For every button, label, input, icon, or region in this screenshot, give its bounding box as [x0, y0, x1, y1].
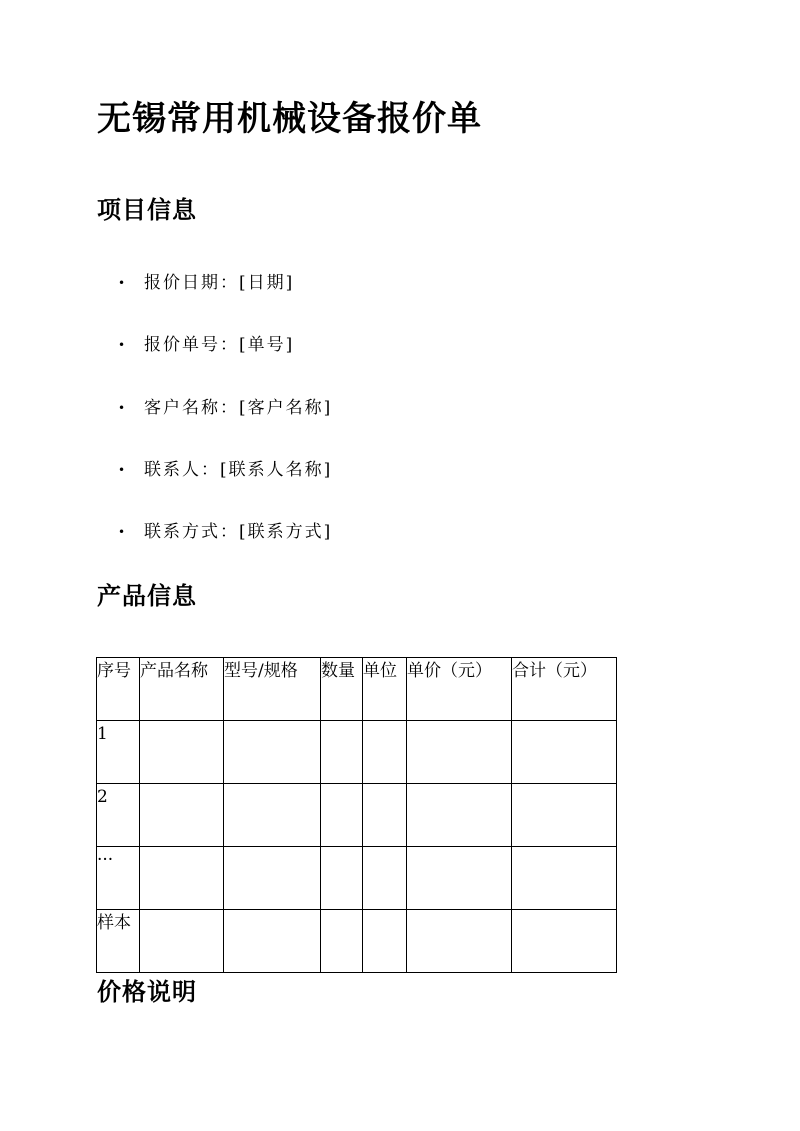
table-cell: [363, 847, 407, 910]
table-cell: [363, 910, 407, 973]
customer-name-value: [客户名称]: [239, 398, 333, 418]
product-table: [96, 657, 617, 973]
price-notes-heading: 价格说明: [97, 977, 197, 1006]
list-item-contact-method: [118, 519, 332, 545]
table-cell: [224, 784, 321, 847]
contact-person-value: [联系人名称]: [220, 460, 333, 480]
contact-method-label: 联系方式：: [144, 522, 239, 542]
bullet-icon: •: [118, 276, 128, 290]
table-cell: 样本: [97, 910, 140, 973]
page-title: 无锡常用机械设备报价单: [97, 99, 482, 139]
table-cell: [407, 847, 512, 910]
table-cell: [321, 847, 363, 910]
column-header-index: 序号: [97, 658, 140, 721]
table-cell: [321, 721, 363, 784]
table-cell: [224, 847, 321, 910]
column-header-unit-price: 单价（元）: [407, 658, 512, 721]
table-cell: [363, 721, 407, 784]
table-row: [97, 910, 617, 973]
bullet-icon: •: [118, 338, 128, 352]
contact-method-value: [联系方式]: [239, 522, 333, 542]
quote-date-label: 报价日期：: [144, 273, 239, 293]
table-cell: [140, 784, 224, 847]
table-cell: [407, 910, 512, 973]
table-cell: [512, 721, 617, 784]
table-cell: [321, 784, 363, 847]
bullet-icon: •: [118, 525, 128, 539]
project-info-heading: 项目信息: [97, 195, 197, 224]
column-header-model-spec: 型号/规格: [224, 658, 321, 721]
table-header-row: [97, 658, 617, 721]
table-cell: 1: [97, 721, 140, 784]
quote-number-value: [单号]: [239, 335, 295, 355]
table-row: [97, 784, 617, 847]
column-header-quantity: 数量: [321, 658, 363, 721]
list-item-contact-person: [118, 457, 332, 483]
table-cell: [407, 721, 512, 784]
column-header-unit: 单位: [363, 658, 407, 721]
contact-person-label: 联系人：: [144, 460, 220, 480]
table-cell: ···: [97, 847, 140, 910]
table-cell: [512, 910, 617, 973]
customer-name-label: 客户名称：: [144, 398, 239, 418]
column-header-total: 合计（元）: [512, 658, 617, 721]
quote-number-label: 报价单号：: [144, 335, 239, 355]
quote-date-value: [日期]: [239, 273, 295, 293]
table-cell: [140, 910, 224, 973]
table-cell: [321, 910, 363, 973]
table-cell: [512, 847, 617, 910]
product-info-heading: 产品信息: [97, 581, 197, 610]
table-cell: [407, 784, 512, 847]
table-cell: [224, 910, 321, 973]
table-cell: [224, 721, 321, 784]
list-item-quote-number: [118, 332, 294, 358]
list-item-customer-name: [118, 395, 332, 421]
table-row: [97, 721, 617, 784]
table-cell: [512, 784, 617, 847]
column-header-product-name: 产品名称: [140, 658, 224, 721]
bullet-icon: •: [118, 401, 128, 415]
list-item-quote-date: [118, 270, 294, 296]
bullet-icon: •: [118, 463, 128, 477]
table-cell: [140, 847, 224, 910]
table-row: [97, 847, 617, 910]
table-cell: [140, 721, 224, 784]
table-cell: 2: [97, 784, 140, 847]
table-cell: [363, 784, 407, 847]
